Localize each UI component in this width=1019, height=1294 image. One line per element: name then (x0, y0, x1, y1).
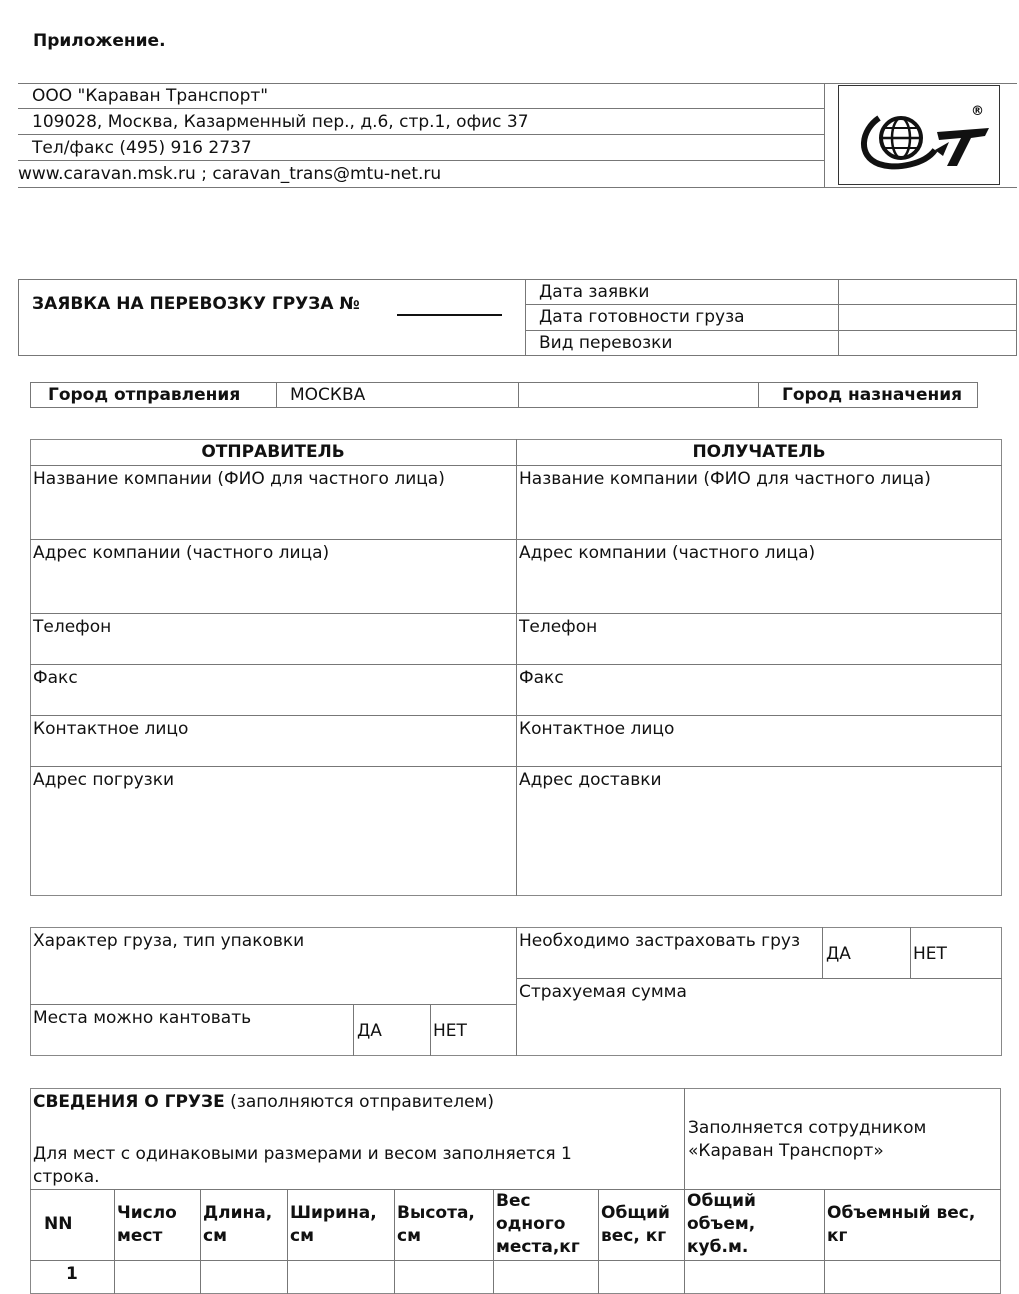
to-city-label: Город назначения (782, 385, 963, 405)
company-web: www.caravan.msk.ru ; caravan_trans@mtu-net.ru (18, 164, 442, 184)
company-address: 109028, Москва, Казарменный пер., д.6, стр.1, офис 37 (32, 112, 529, 132)
sender-contact-label: Контактное лицо (33, 719, 189, 739)
column-header-5 (395, 1202, 477, 1248)
sender-fax-label: Факс (33, 668, 78, 688)
column-header-line: кг (827, 1226, 848, 1246)
company-phone: Тел/факс (495) 916 2737 (32, 138, 252, 158)
registered-mark: ® (971, 104, 984, 119)
from-city-label: Город отправления (48, 385, 241, 405)
column-header-line: Высота, (397, 1203, 475, 1223)
tilt-yes: ДА (357, 1021, 382, 1041)
ready-date-label: Дата готовности груза (539, 307, 745, 327)
transport-type-label: Вид перевозки (539, 333, 673, 353)
column-header-line: Число (117, 1203, 177, 1223)
column-header-3 (201, 1202, 274, 1248)
tilt-no: НЕТ (433, 1021, 467, 1041)
company-name: ООО "Караван Транспорт" (32, 86, 269, 106)
request-title: ЗАЯВКА НА ПЕРЕВОЗКУ ГРУЗА № (32, 294, 360, 314)
insure-yes: ДА (826, 944, 851, 964)
column-header-line: Ширина, (290, 1203, 377, 1223)
request-number-blank (397, 314, 502, 316)
receiver-contact-label: Контактное лицо (519, 719, 675, 739)
column-header-6 (494, 1190, 582, 1259)
cargo-info-title: СВЕДЕНИЯ О ГРУЗЕ (33, 1092, 225, 1112)
column-header-line: Общий (687, 1191, 756, 1211)
from-city-value: МОСКВА (290, 385, 366, 405)
column-header-9 (825, 1202, 977, 1248)
insure-label: Необходимо застраховать груз (519, 931, 800, 951)
column-header-line: куб.м. (687, 1237, 749, 1257)
staff-note-1: Заполняется сотрудником (688, 1118, 927, 1138)
receiver-phone-label: Телефон (519, 617, 598, 637)
cargo-info-instruction-1: Для мест с одинаковыми размерами и весом заполняется 1 (33, 1144, 572, 1164)
column-header-line: NN (44, 1214, 73, 1234)
column-header-2 (115, 1202, 179, 1248)
receiver-company-label: Название компании (ФИО для частного лица) (519, 469, 931, 489)
column-header-line: объем, (687, 1214, 756, 1234)
column-header-line: одного (496, 1214, 566, 1234)
globe-logo-icon (839, 86, 999, 184)
row-number: 1 (66, 1264, 78, 1284)
staff-note-2: «Караван Транспорт» (688, 1141, 884, 1161)
column-header-line: см (397, 1226, 421, 1246)
column-header-line: см (290, 1226, 314, 1246)
request-date-label: Дата заявки (539, 282, 650, 302)
receiver-address-label: Адрес компании (частного лица) (519, 543, 816, 563)
receiver-header: ПОЛУЧАТЕЛЬ (692, 442, 826, 462)
column-header-line: Объемный вес, (827, 1203, 976, 1223)
appendix-title: Приложение. (33, 31, 166, 51)
sender-loading-label: Адрес погрузки (33, 770, 175, 790)
column-header-line: Общий (601, 1203, 670, 1223)
sender-company-label: Название компании (ФИО для частного лица) (33, 469, 445, 489)
column-header-7 (599, 1202, 672, 1248)
column-header-8 (685, 1190, 758, 1259)
company-logo (838, 85, 1000, 185)
tilt-label: Места можно кантовать (33, 1008, 252, 1028)
receiver-fax-label: Факс (519, 668, 564, 688)
column-header-line: Длина, (203, 1203, 273, 1223)
column-header-line: мест (117, 1226, 163, 1246)
column-header-1 (42, 1213, 74, 1236)
column-header-4 (288, 1202, 379, 1248)
cargo-nature-label: Характер груза, тип упаковки (33, 931, 305, 951)
insured-sum-label: Страхуемая сумма (519, 982, 687, 1002)
receiver-delivery-label: Адрес доставки (519, 770, 662, 790)
column-header-line: Вес (496, 1191, 531, 1211)
insure-no: НЕТ (913, 944, 947, 964)
sender-phone-label: Телефон (33, 617, 112, 637)
column-header-line: см (203, 1226, 227, 1246)
sender-address-label: Адрес компании (частного лица) (33, 543, 330, 563)
cargo-info-note: (заполняются отправителем) (230, 1092, 494, 1112)
sender-header: ОТПРАВИТЕЛЬ (201, 442, 345, 462)
cargo-info-instruction-2: строка. (33, 1167, 100, 1187)
column-header-line: места,кг (496, 1237, 580, 1257)
column-header-line: вес, кг (601, 1226, 667, 1246)
